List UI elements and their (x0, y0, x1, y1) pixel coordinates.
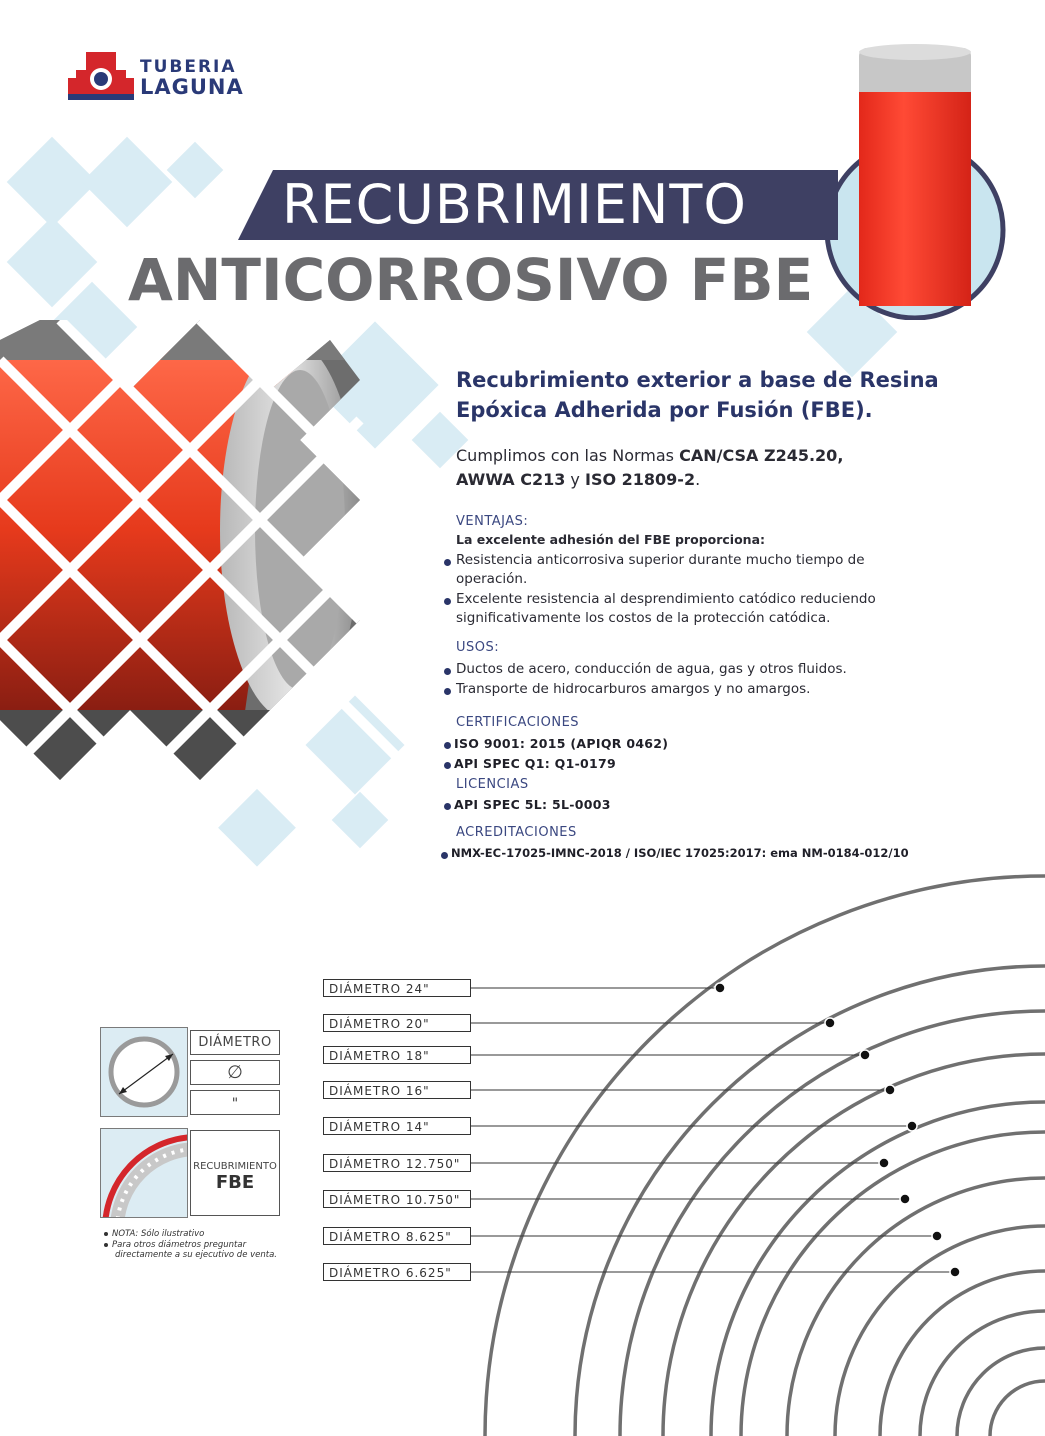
diameter-label-8625: DIÁMETRO 8.625" (323, 1227, 471, 1245)
acreditaciones-heading: ACREDITACIONES (456, 825, 577, 840)
bullet-icon (104, 1232, 108, 1236)
legend-diameter-symbol: ∅ (190, 1060, 280, 1085)
legend-recubrimiento-label: RECUBRIMIENTO (193, 1161, 277, 1172)
legend-coating-label-box (190, 1130, 280, 1216)
diameter-label-20: DIÁMETRO 20" (323, 1014, 471, 1032)
ventajas-item1-line2: operación. (456, 571, 528, 587)
bullet-icon (104, 1243, 108, 1247)
norms-prefix: Cumplimos con las Normas (456, 446, 680, 465)
norms-end: . (695, 470, 701, 489)
diameter-label-14: DIÁMETRO 14" (323, 1117, 471, 1135)
legend-note-other-diameters-line2: directamente a su ejecutivo de venta. (115, 1250, 278, 1260)
coating-section-icon (101, 1129, 187, 1217)
norms-std2: AWWA C213 (456, 470, 566, 489)
diameter-label-12750: DIÁMETRO 12.750" (323, 1154, 471, 1172)
headline-line2: Epóxica Adherida por Fusión (FBE). (456, 398, 873, 422)
diameter-circle-icon (101, 1028, 187, 1116)
norms-std1: CAN/CSA Z245.20, (679, 446, 844, 465)
ventajas-item1-line1: Resistencia anticorrosiva superior durante mucho tiempo de (456, 552, 865, 568)
certificaciones-heading: CERTIFICACIONES (456, 715, 580, 730)
cert-item: API SPEC Q1: Q1-0179 (454, 756, 617, 771)
legend-diameter-icon-box (100, 1027, 188, 1117)
legend-fbe-label: FBE (215, 1172, 255, 1193)
legend-inch-symbol: " (190, 1090, 280, 1115)
acreditacion-item: NMX-EC-17025-IMNC-2018 / ISO/IEC 17025:2017: ema NM-0184-012/10 (451, 846, 909, 860)
headline-line1: Recubrimiento exterior a base de Resina (456, 368, 939, 392)
diameter-label-10750: DIÁMETRO 10.750" (323, 1190, 471, 1208)
ventajas-intro: La excelente adhesión del FBE proporciona: (456, 532, 766, 547)
usos-heading: USOS: (456, 640, 500, 655)
legend-note-other-diameters-line1: Para otros diámetros preguntar (112, 1240, 247, 1250)
diameter-label-24: DIÁMETRO 24" (323, 979, 471, 997)
ventajas-item2-line1: Excelente resistencia al desprendimiento catódico reduciendo (456, 591, 876, 607)
title-line2: ANTICORROSIVO FBE (128, 246, 814, 314)
diameter-label-6625: DIÁMETRO 6.625" (323, 1263, 471, 1281)
legend-coating-icon-box (100, 1128, 188, 1218)
diameter-label-16: DIÁMETRO 16" (323, 1081, 471, 1099)
usos-item: Ductos de acero, conducción de agua, gas y otros fluidos. (456, 661, 847, 677)
title-line1: RECUBRIMIENTO (282, 173, 747, 236)
legend-diametro-label: DIÁMETRO (190, 1030, 280, 1055)
ventajas-heading: VENTAJAS: (456, 514, 529, 529)
norms-std3: ISO 21809-2 (584, 470, 696, 489)
ventajas-item2-line2: significativamente los costos de la protección catódica. (456, 610, 831, 626)
norms-joiner: y (565, 470, 585, 489)
licencias-heading: LICENCIAS (456, 777, 529, 792)
licencia-item: API SPEC 5L: 5L-0003 (454, 797, 611, 812)
cert-item: ISO 9001: 2015 (APIQR 0462) (454, 736, 669, 751)
usos-item: Transporte de hidrocarburos amargos y no amargos. (456, 681, 811, 697)
diameter-label-18: DIÁMETRO 18" (323, 1046, 471, 1064)
brand-name-line1: TUBERIA (140, 57, 237, 77)
legend-note-illustrative: NOTA: Sólo ilustrativo (112, 1229, 205, 1239)
brand-name-line2: LAGUNA (140, 75, 244, 99)
